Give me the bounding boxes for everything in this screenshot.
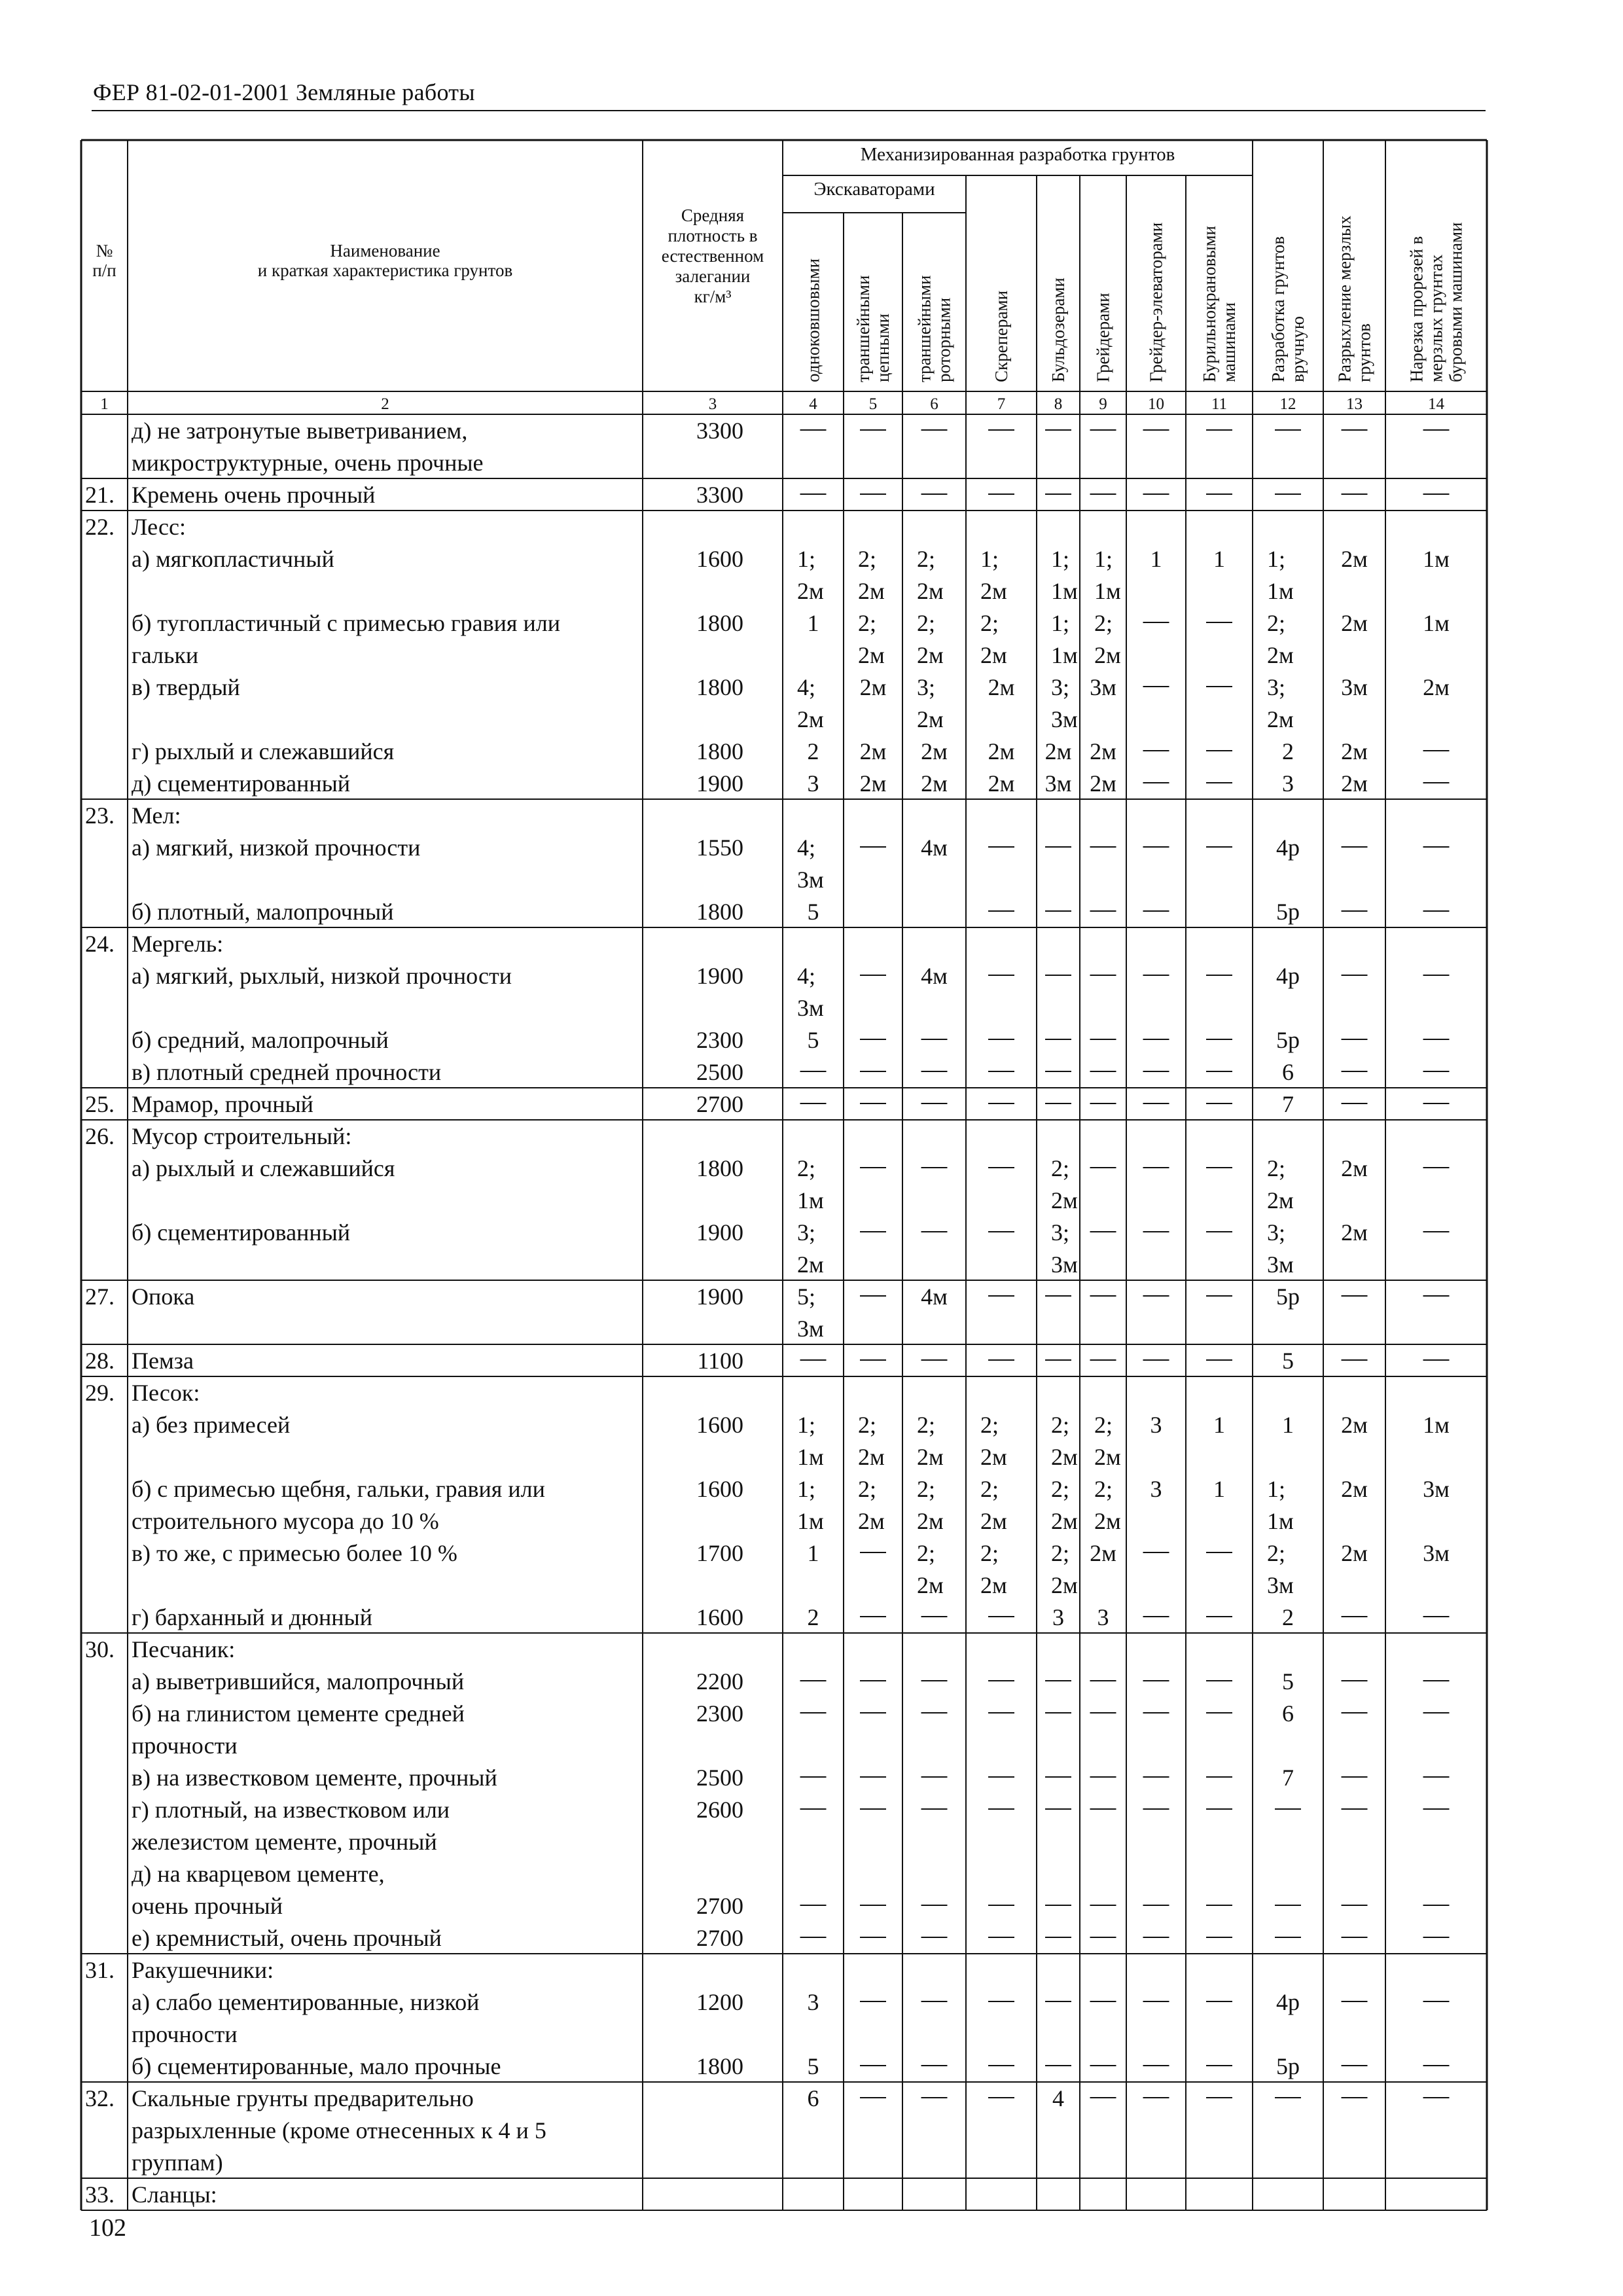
cell-value: 5 <box>807 2053 819 2079</box>
cell-value: 2м <box>980 578 1007 604</box>
soil-name: д) на кварцевом цементе, <box>132 1861 385 1887</box>
cell-value: 1м <box>1051 642 1078 668</box>
cell-value: 1 <box>1282 1412 1294 1438</box>
header-column-label: одноковшовыми <box>803 258 823 382</box>
cell-value: 3 <box>1150 1476 1162 1502</box>
cell-value: 5р <box>1276 1283 1300 1310</box>
column-number: 12 <box>1279 395 1296 413</box>
header-density-label: кг/м³ <box>694 287 732 306</box>
cell-value: 4; <box>797 834 816 861</box>
header-column-label: Скреперами <box>991 290 1011 382</box>
cell-value: 2м <box>1423 674 1450 700</box>
cell-value: 3 <box>1097 1604 1109 1630</box>
cell-value: 2м <box>1267 706 1294 732</box>
row-number: 24. <box>85 931 115 957</box>
soil-density: 2700 <box>696 1091 743 1117</box>
row-number: 32. <box>85 2085 115 2111</box>
cell-value: 7 <box>1282 1091 1294 1117</box>
column-number: 2 <box>381 395 389 413</box>
cell-value: 2; <box>917 1476 936 1502</box>
soil-name: б) плотный, малопрочный <box>132 899 394 925</box>
cell-value: 4; <box>797 674 816 700</box>
cell-value: 2м <box>980 1444 1007 1470</box>
cell-value: 2; <box>858 1412 877 1438</box>
soil-name: а) без примесей <box>132 1412 291 1438</box>
cell-value: 1; <box>1094 546 1113 572</box>
column-number: 3 <box>708 395 717 413</box>
soil-density: 2700 <box>696 1925 743 1951</box>
cell-value: 2м <box>859 674 887 700</box>
cell-value: 2; <box>858 610 877 636</box>
cell-value: 3; <box>1267 1219 1286 1246</box>
soil-density: 1900 <box>696 770 743 797</box>
soil-density: 2300 <box>696 1700 743 1727</box>
cell-value: 1 <box>1213 546 1225 572</box>
cell-value: 2; <box>980 1540 999 1566</box>
column-number: 6 <box>930 395 938 413</box>
cell-value: 2м <box>1051 1572 1078 1598</box>
cell-value: 1м <box>1423 610 1450 636</box>
soil-name: Ракушечники: <box>132 1957 274 1983</box>
cell-value: 2м <box>859 770 887 797</box>
column-number: 4 <box>809 395 817 413</box>
cell-value: 2м <box>980 1572 1007 1598</box>
soil-name: д) не затронутые выветриванием, <box>132 418 468 444</box>
cell-value: 1; <box>797 1476 816 1502</box>
cell-value: 5р <box>1276 2053 1300 2079</box>
cell-value: 1; <box>1267 1476 1286 1502</box>
soil-density: 1800 <box>696 2053 743 2079</box>
cell-value: 2; <box>917 1540 936 1566</box>
cell-value: 5 <box>807 899 819 925</box>
cell-value: 7 <box>1282 1765 1294 1791</box>
soil-density: 1900 <box>696 1283 743 1310</box>
header-column-label: Грейдерами <box>1093 293 1113 382</box>
cell-value: 5 <box>1282 1668 1294 1695</box>
cell-value: 2; <box>1094 1476 1113 1502</box>
cell-value: 2м <box>988 770 1015 797</box>
soil-name: б) сцементированные, мало прочные <box>132 2053 501 2079</box>
cell-value: 1; <box>980 546 999 572</box>
header-number-label: № <box>96 241 113 260</box>
cell-value: 2; <box>1267 1155 1286 1181</box>
cell-value: 2м <box>980 1508 1007 1534</box>
cell-value: 2; <box>917 610 936 636</box>
cell-value: 2; <box>858 546 877 572</box>
row-number: 27. <box>85 1283 115 1310</box>
soil-name: Скальные грунты предварительно <box>132 2085 474 2111</box>
header-density-label: Средняя <box>681 206 745 225</box>
cell-value: 3; <box>1051 1219 1070 1246</box>
soil-name: д) сцементированный <box>132 770 351 797</box>
soil-density: 2500 <box>696 1765 743 1791</box>
soil-name: Мергель: <box>132 931 224 957</box>
cell-value: 3; <box>1267 674 1286 700</box>
cell-value: 2м <box>917 1572 944 1598</box>
cell-value: 2м <box>921 738 948 764</box>
cell-value: 2м <box>797 706 824 732</box>
soil-name: в) твердый <box>132 674 240 700</box>
cell-value: 2; <box>980 1476 999 1502</box>
soil-density: 1100 <box>697 1348 743 1374</box>
row-number: 30. <box>85 1636 115 1662</box>
soil-density: 1800 <box>696 610 743 636</box>
cell-value: 3м <box>1051 1251 1078 1278</box>
cell-value: 2м <box>859 738 887 764</box>
column-number: 1 <box>100 395 109 413</box>
column-number: 10 <box>1148 395 1164 413</box>
soil-name: Кремень очень прочный <box>132 482 376 508</box>
cell-value: 1м <box>797 1187 824 1213</box>
soil-name: б) на глинистом цементе средней <box>132 1700 465 1727</box>
soil-name: а) рыхлый и слежавшийся <box>132 1155 395 1181</box>
cell-value: 2; <box>1051 1155 1070 1181</box>
row-number: 25. <box>85 1091 115 1117</box>
soil-density: 1600 <box>696 546 743 572</box>
header-column-label: мерзлых грунтах <box>1426 254 1446 382</box>
cell-value: 3; <box>1051 674 1070 700</box>
soil-density: 1900 <box>696 1219 743 1246</box>
soil-density: 1800 <box>696 738 743 764</box>
cell-value: 2м <box>1051 1508 1078 1534</box>
cell-value: 2м <box>1090 1540 1116 1566</box>
soil-name: б) тугопластичный с примесью гравия или <box>132 610 560 636</box>
header-column-label: вручную <box>1288 315 1308 382</box>
cell-value: 2м <box>917 1508 944 1534</box>
header-column-label: траншейными <box>853 275 873 382</box>
soil-name: а) мягкий, рыхлый, низкой прочности <box>132 963 512 989</box>
cell-value: 2м <box>1341 1476 1368 1502</box>
cell-value: 2м <box>988 738 1015 764</box>
soil-name: в) то же, с примесью более 10 % <box>132 1540 457 1566</box>
cell-value: 2м <box>1341 1155 1368 1181</box>
soil-density: 2700 <box>696 1893 743 1919</box>
row-number: 26. <box>85 1123 115 1149</box>
cell-value: 2; <box>1051 1412 1070 1438</box>
soil-density: 1600 <box>696 1604 743 1630</box>
soil-name: г) рыхлый и слежавшийся <box>132 738 395 764</box>
cell-value: 2м <box>797 1251 824 1278</box>
cell-value: 2м <box>858 578 885 604</box>
cell-value: 1м <box>797 1508 824 1534</box>
soil-density: 2600 <box>696 1797 743 1823</box>
soil-name: очень прочный <box>132 1893 283 1919</box>
cell-value: 2; <box>1267 610 1286 636</box>
cell-value: 3м <box>1267 1572 1294 1598</box>
header-name-label: Наименование <box>330 241 440 260</box>
cell-value: 2м <box>1044 738 1072 764</box>
cell-value: 4р <box>1276 963 1300 989</box>
cell-value: 2; <box>1051 1540 1070 1566</box>
cell-value: 3 <box>1282 770 1294 797</box>
soil-name: а) слабо цементированные, низкой <box>132 1989 480 2015</box>
cell-value: 2; <box>1267 1540 1286 1566</box>
cell-value: 1м <box>1267 1508 1294 1534</box>
soil-name: б) с примесью щебня, гальки, гравия или <box>132 1476 545 1502</box>
cell-value: 2; <box>980 1412 999 1438</box>
cell-value: 2м <box>1051 1187 1078 1213</box>
cell-value: 2м <box>1341 1540 1368 1566</box>
cell-value: 2м <box>858 1444 885 1470</box>
cell-value: 4 <box>1052 2085 1064 2111</box>
soil-density: 1600 <box>696 1412 743 1438</box>
cell-value: 5р <box>1276 899 1300 925</box>
soil-name: е) кремнистый, очень прочный <box>132 1925 442 1951</box>
column-number: 13 <box>1346 395 1363 413</box>
soil-density: 1550 <box>696 834 743 861</box>
row-number: 28. <box>85 1348 115 1374</box>
cell-value: 5р <box>1276 1027 1300 1053</box>
row-number: 31. <box>85 1957 115 1983</box>
cell-value: 3; <box>797 1219 816 1246</box>
soil-name: в) на известковом цементе, прочный <box>132 1765 497 1791</box>
cell-value: 1; <box>1051 610 1070 636</box>
cell-value: 1 <box>807 610 819 636</box>
soil-name: прочности <box>132 1732 238 1759</box>
soil-density: 2500 <box>696 1059 743 1085</box>
soil-density: 1800 <box>696 674 743 700</box>
cell-value: 5; <box>797 1283 816 1310</box>
cell-value: 2м <box>1267 642 1294 668</box>
soil-density: 1800 <box>696 899 743 925</box>
cell-value: 1м <box>1051 578 1078 604</box>
cell-value: 3м <box>1051 706 1078 732</box>
cell-value: 3м <box>797 995 824 1021</box>
cell-value: 3 <box>807 1989 819 2015</box>
cell-value: 3м <box>1423 1476 1450 1502</box>
cell-value: 2м <box>797 578 824 604</box>
soil-name: б) средний, малопрочный <box>132 1027 389 1053</box>
header-mechanized-title: Механизированная разработка грунтов <box>860 144 1175 165</box>
header-column-label: Бульдозерами <box>1048 278 1068 382</box>
cell-value: 2м <box>1267 1187 1294 1213</box>
cell-value: 3м <box>1267 1251 1294 1278</box>
soil-name: Мусор строительный: <box>132 1123 352 1149</box>
cell-value: 2м <box>1090 738 1116 764</box>
cell-value: 2; <box>797 1155 816 1181</box>
cell-value: 2; <box>917 546 936 572</box>
column-number: 11 <box>1211 395 1228 413</box>
header-column-label: машинами <box>1219 302 1239 382</box>
header-column-label: Нарезка прорезей в <box>1406 236 1427 382</box>
soil-name: Лесс: <box>132 514 187 540</box>
row-number: 29. <box>85 1380 115 1406</box>
cell-value: 2м <box>917 706 944 732</box>
cell-value: 3м <box>797 1316 824 1342</box>
soil-name: а) выветрившийся, малопрочный <box>132 1668 465 1695</box>
cell-value: 3м <box>1090 674 1116 700</box>
cell-value: 5 <box>807 1027 819 1053</box>
soil-density: 2200 <box>696 1668 743 1695</box>
header-column-label: буровыми машинами <box>1446 222 1466 382</box>
soil-name: б) сцементированный <box>132 1219 351 1246</box>
cell-value: 2м <box>1094 1508 1121 1534</box>
soil-name: Песок: <box>132 1380 200 1406</box>
soil-name: гальки <box>132 642 199 668</box>
cell-value: 2 <box>807 738 819 764</box>
cell-value: 2м <box>1051 1444 1078 1470</box>
header-column-label: цепными <box>873 313 893 382</box>
soil-name: в) плотный средней прочности <box>132 1059 442 1085</box>
cell-value: 1м <box>1267 578 1294 604</box>
cell-value: 1м <box>797 1444 824 1470</box>
cell-value: 3; <box>917 674 936 700</box>
cell-value: 3м <box>1044 770 1072 797</box>
cell-value: 1; <box>1051 546 1070 572</box>
cell-value: 4р <box>1276 834 1300 861</box>
row-number: 21. <box>85 482 115 508</box>
cell-value: 2; <box>858 1476 877 1502</box>
cell-value: 1 <box>1213 1412 1225 1438</box>
cell-value: 2м <box>1094 1444 1121 1470</box>
cell-value: 2м <box>1090 770 1116 797</box>
cell-value: 2м <box>858 1508 885 1534</box>
page-number: 102 <box>89 2214 126 2242</box>
soil-density: 1900 <box>696 963 743 989</box>
cell-value: 3 <box>1150 1412 1162 1438</box>
row-number: 22. <box>85 514 115 540</box>
soil-name: прочности <box>132 2021 238 2047</box>
cell-value: 5 <box>1282 1348 1294 1374</box>
cell-value: 2; <box>1094 1412 1113 1438</box>
soil-density: 3300 <box>696 482 743 508</box>
cell-value: 4р <box>1276 1989 1300 2015</box>
soil-name: разрыхленные (кроме отнесенных к 4 и 5 <box>132 2117 546 2144</box>
cell-value: 2; <box>1094 610 1113 636</box>
cell-value: 2; <box>1051 1476 1070 1502</box>
header-column-label: Бурильнокрановыми <box>1200 226 1219 382</box>
cell-value: 2м <box>1341 546 1368 572</box>
header-column-label: грунтов <box>1354 323 1374 382</box>
cell-value: 6 <box>1282 1700 1294 1727</box>
soil-name: Песчаник: <box>132 1636 236 1662</box>
cell-value: 2м <box>1341 1219 1368 1246</box>
cell-value: 2м <box>1341 738 1368 764</box>
soil-density: 3300 <box>696 418 743 444</box>
cell-value: 6 <box>1282 1059 1294 1085</box>
header-density-label: залегании <box>675 266 751 286</box>
header-number-label: п/п <box>92 260 116 280</box>
cell-value: 2м <box>917 642 944 668</box>
column-number: 8 <box>1054 395 1063 413</box>
cell-value: 1 <box>1150 546 1162 572</box>
cell-value: 3 <box>807 770 819 797</box>
row-number: 23. <box>85 802 115 829</box>
header-name-label: и краткая характеристика грунтов <box>257 260 513 280</box>
soil-name: Сланцы: <box>132 2181 217 2208</box>
cell-value: 2м <box>1341 770 1368 797</box>
soil-name: Мрамор, прочный <box>132 1091 313 1117</box>
cell-value: 2м <box>917 1444 944 1470</box>
cell-value: 3м <box>1341 674 1368 700</box>
cell-value: 3 <box>1052 1604 1064 1630</box>
column-number: 7 <box>997 395 1006 413</box>
cell-value: 2м <box>988 674 1015 700</box>
soil-name: строительного мусора до 10 % <box>132 1508 439 1534</box>
cell-value: 2 <box>1282 738 1294 764</box>
cell-value: 1 <box>1213 1476 1225 1502</box>
cell-value: 2м <box>1094 642 1121 668</box>
soil-density: 1200 <box>696 1989 743 2015</box>
soil-name: железистом цементе, прочный <box>132 1829 437 1855</box>
column-number: 9 <box>1099 395 1107 413</box>
soil-name: микроструктурные, очень прочные <box>132 450 484 476</box>
cell-value: 4м <box>921 963 948 989</box>
soil-name: группам) <box>132 2149 223 2176</box>
cell-value: 3м <box>1423 1540 1450 1566</box>
cell-value: 1; <box>1267 546 1286 572</box>
soil-name: г) барханный и дюнный <box>132 1604 372 1630</box>
soil-name: Мел: <box>132 802 181 829</box>
header-column-label: Разработка грунтов <box>1268 236 1288 382</box>
header-column-label: Разрыхление мерзлых <box>1334 215 1355 382</box>
cell-value: 2м <box>858 642 885 668</box>
cell-value: 1; <box>797 1412 816 1438</box>
cell-value: 1 <box>807 1540 819 1566</box>
soil-density: 1800 <box>696 1155 743 1181</box>
column-number: 5 <box>868 395 878 413</box>
header-excavators-title: Экскаваторами <box>813 179 935 200</box>
header-column-label: Грейдер-элеваторами <box>1146 222 1166 382</box>
document-header-title: ФЕР 81-02-01-2001 Земляные работы <box>93 79 475 105</box>
soil-name: а) мягкий, низкой прочности <box>132 834 421 861</box>
cell-value: 3м <box>797 867 824 893</box>
soil-name: г) плотный, на известковом или <box>132 1797 450 1823</box>
soil-name: а) мягкопластичный <box>132 546 334 572</box>
cell-value: 2м <box>917 578 944 604</box>
cell-value: 1м <box>1094 578 1121 604</box>
cell-value: 1м <box>1423 1412 1450 1438</box>
cell-value: 4; <box>797 963 816 989</box>
cell-value: 2 <box>1282 1604 1294 1630</box>
header-column-label: роторными <box>934 297 954 382</box>
cell-value: 2 <box>807 1604 819 1630</box>
cell-value: 2м <box>980 642 1007 668</box>
cell-value: 4м <box>921 834 948 861</box>
cell-value: 1; <box>797 546 816 572</box>
cell-value: 6 <box>807 2085 819 2111</box>
header-column-label: траншейными <box>914 275 935 382</box>
cell-value: 2; <box>980 610 999 636</box>
cell-value: 4м <box>921 1283 948 1310</box>
soil-name: Пемза <box>132 1348 194 1374</box>
cell-value: 2м <box>921 770 948 797</box>
cell-value: 2; <box>917 1412 936 1438</box>
header-density-label: плотность в <box>668 226 758 245</box>
cell-value: 1м <box>1423 546 1450 572</box>
soil-name: Опока <box>132 1283 195 1310</box>
row-number: 33. <box>85 2181 115 2208</box>
soil-density: 1700 <box>696 1540 743 1566</box>
cell-value: 2м <box>1341 610 1368 636</box>
cell-value: 2м <box>1341 1412 1368 1438</box>
column-number: 14 <box>1428 395 1444 413</box>
soil-density: 1600 <box>696 1476 743 1502</box>
header-density-label: естественном <box>661 246 764 266</box>
soil-density: 2300 <box>696 1027 743 1053</box>
